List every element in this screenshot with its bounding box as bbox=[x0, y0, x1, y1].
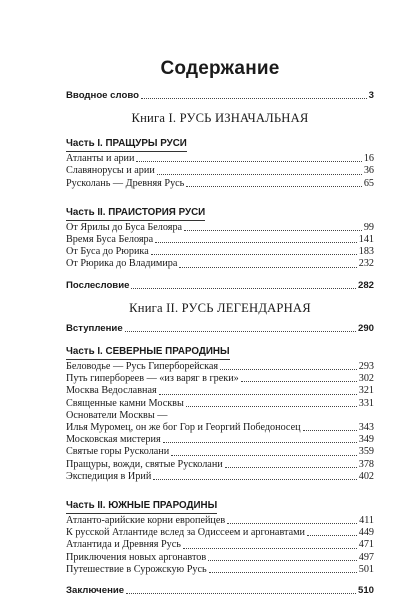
entry-page: 293 bbox=[358, 361, 374, 373]
toc-entry bbox=[66, 361, 374, 373]
toc-entry bbox=[66, 222, 374, 234]
entry-page: 282 bbox=[357, 279, 374, 291]
leader-dots bbox=[186, 406, 357, 407]
entry-page: 510 bbox=[357, 585, 374, 597]
leader-dots bbox=[208, 560, 357, 561]
leader-dots bbox=[307, 535, 357, 536]
entry-page: 331 bbox=[358, 397, 374, 409]
toc-entry bbox=[66, 398, 374, 410]
toc-entry bbox=[66, 234, 374, 246]
toc-entry bbox=[66, 527, 374, 539]
toc-entry bbox=[66, 153, 374, 165]
entry-label: От Рюрика до Владимира bbox=[66, 258, 178, 270]
entry-page: 232 bbox=[358, 258, 374, 270]
entry-label: От Буса до Рюрика bbox=[66, 246, 149, 258]
toc-entry bbox=[66, 422, 374, 434]
entry-label: Московская мистерия bbox=[66, 434, 161, 446]
toc-entry-afterword bbox=[66, 280, 374, 292]
entry-label: Время Буса Белояра bbox=[66, 234, 154, 246]
leader-dots bbox=[141, 98, 367, 99]
entry-label: Путь гипербореев — «из варяг в греки» bbox=[66, 373, 239, 385]
entry-page: 183 bbox=[358, 246, 374, 258]
leader-dots bbox=[184, 230, 362, 231]
book-1-part-1-list bbox=[66, 153, 374, 190]
entry-label: Священные камни Москвы bbox=[66, 397, 184, 409]
toc-entry bbox=[66, 258, 374, 270]
leader-dots bbox=[225, 467, 357, 468]
toc-entry bbox=[66, 373, 374, 385]
entry-page: 471 bbox=[358, 539, 374, 551]
entry-page: 36 bbox=[363, 165, 374, 177]
book-1-part-2-list bbox=[66, 222, 374, 271]
table-of-contents bbox=[66, 58, 374, 597]
toc-entry bbox=[66, 515, 374, 527]
toc-entry bbox=[66, 459, 374, 471]
entry-label: К русской Атлантиде вслед за Одиссеем и аргонавтами bbox=[66, 527, 306, 539]
entry-page: 290 bbox=[357, 322, 374, 334]
entry-label-line-1: Основатели Москвы — bbox=[66, 409, 168, 421]
toc-entry bbox=[66, 564, 374, 576]
entry-label: Пращуры, вожди, святые Русколани bbox=[66, 458, 223, 470]
leader-dots bbox=[125, 331, 356, 332]
entry-label: От Ярилы до Буса Белояра bbox=[66, 221, 183, 233]
entry-page: 343 bbox=[358, 422, 374, 434]
leader-dots bbox=[171, 455, 357, 456]
entry-page: 302 bbox=[358, 373, 374, 385]
entry-page: 16 bbox=[363, 153, 374, 165]
leader-dots bbox=[183, 548, 357, 549]
entry-page: 349 bbox=[358, 434, 374, 446]
entry-page: 3 bbox=[368, 90, 374, 101]
entry-page: 449 bbox=[358, 527, 374, 539]
leader-dots bbox=[126, 593, 356, 594]
entry-label: Атлантида и Древняя Русь bbox=[66, 539, 181, 551]
book-2-part-1-title: Часть I. СЕВЕРНЫЕ ПРАРОДИНЫ bbox=[66, 346, 230, 360]
toc-entry-conclusion bbox=[66, 585, 374, 597]
leader-dots bbox=[155, 242, 357, 243]
book-1-title: Книга I. РУСЬ ИЗНАЧАЛЬНАЯ bbox=[131, 111, 309, 126]
entry-label: Заключение bbox=[66, 585, 125, 597]
entry-label: Послесловие bbox=[66, 279, 130, 291]
entry-page: 402 bbox=[358, 470, 374, 482]
book-2-part-2-title: Часть II. ЮЖНЫЕ ПРАРОДИНЫ bbox=[66, 500, 217, 514]
leader-dots bbox=[136, 161, 361, 162]
leader-dots bbox=[186, 186, 361, 187]
entry-page: 411 bbox=[359, 515, 374, 527]
toc-entry bbox=[66, 446, 374, 458]
entry-page: 141 bbox=[358, 234, 374, 246]
leader-dots bbox=[241, 381, 357, 382]
entry-label: Атланто-арийские корни европейцев bbox=[66, 515, 226, 527]
entry-page: 501 bbox=[358, 563, 374, 575]
book-1-part-2-title: Часть II. ПРАИСТОРИЯ РУСИ bbox=[66, 207, 205, 221]
toc-entry bbox=[66, 165, 374, 177]
leader-dots bbox=[227, 523, 357, 524]
book-2-part-2-list bbox=[66, 515, 374, 576]
leader-dots bbox=[303, 430, 357, 431]
toc-entry bbox=[66, 246, 374, 258]
entry-label: Приключения новых аргонавтов bbox=[66, 551, 207, 563]
entry-label: Беловодье — Русь Гиперборейская bbox=[66, 361, 219, 373]
leader-dots bbox=[157, 174, 362, 175]
entry-page: 359 bbox=[358, 446, 374, 458]
toc-entry bbox=[66, 385, 374, 397]
leader-dots bbox=[159, 394, 357, 395]
leader-dots bbox=[163, 442, 357, 443]
entry-label: Русколань — Древняя Русь bbox=[66, 177, 185, 189]
entry-page: 378 bbox=[358, 458, 374, 470]
toc-entry bbox=[66, 434, 374, 446]
entry-label: Илья Муромец, он же бог Гор и Георгий Победоносец bbox=[66, 422, 301, 434]
book-1-part-1-title: Часть I. ПРАЩУРЫ РУСИ bbox=[66, 138, 187, 152]
book-2-title: Книга II. РУСЬ ЛЕГЕНДАРНАЯ bbox=[129, 300, 311, 315]
entry-label: Атланты и арии bbox=[66, 153, 135, 165]
toc-entry bbox=[66, 471, 374, 483]
entry-label: Вступление bbox=[66, 322, 123, 334]
entry-label: Славянорусы и арии bbox=[66, 165, 155, 177]
book-2-part-1-list bbox=[66, 361, 374, 483]
leader-dots bbox=[179, 267, 356, 268]
entry-label: Москва Ведославная bbox=[66, 385, 157, 397]
toc-entry bbox=[66, 539, 374, 551]
leader-dots bbox=[220, 369, 357, 370]
page-title: Содержание bbox=[160, 58, 280, 79]
toc-entry bbox=[66, 178, 374, 190]
entry-label: Путешествие в Сурожскую Русь bbox=[66, 563, 207, 575]
entry-label: Вводное слово bbox=[66, 90, 139, 101]
leader-dots bbox=[209, 572, 357, 573]
leader-dots bbox=[151, 254, 357, 255]
toc-entry bbox=[66, 552, 374, 564]
entry-label: Святые горы Русколани bbox=[66, 446, 170, 458]
leader-dots bbox=[153, 479, 356, 480]
entry-label: Экспедиция в Ирий bbox=[66, 470, 152, 482]
toc-entry-intro bbox=[66, 90, 374, 102]
entry-page: 65 bbox=[363, 177, 374, 189]
leader-dots bbox=[131, 288, 356, 289]
entry-page: 321 bbox=[358, 385, 374, 397]
entry-page: 99 bbox=[363, 221, 374, 233]
entry-page: 497 bbox=[358, 551, 374, 563]
toc-entry-book-2-intro bbox=[66, 323, 374, 335]
